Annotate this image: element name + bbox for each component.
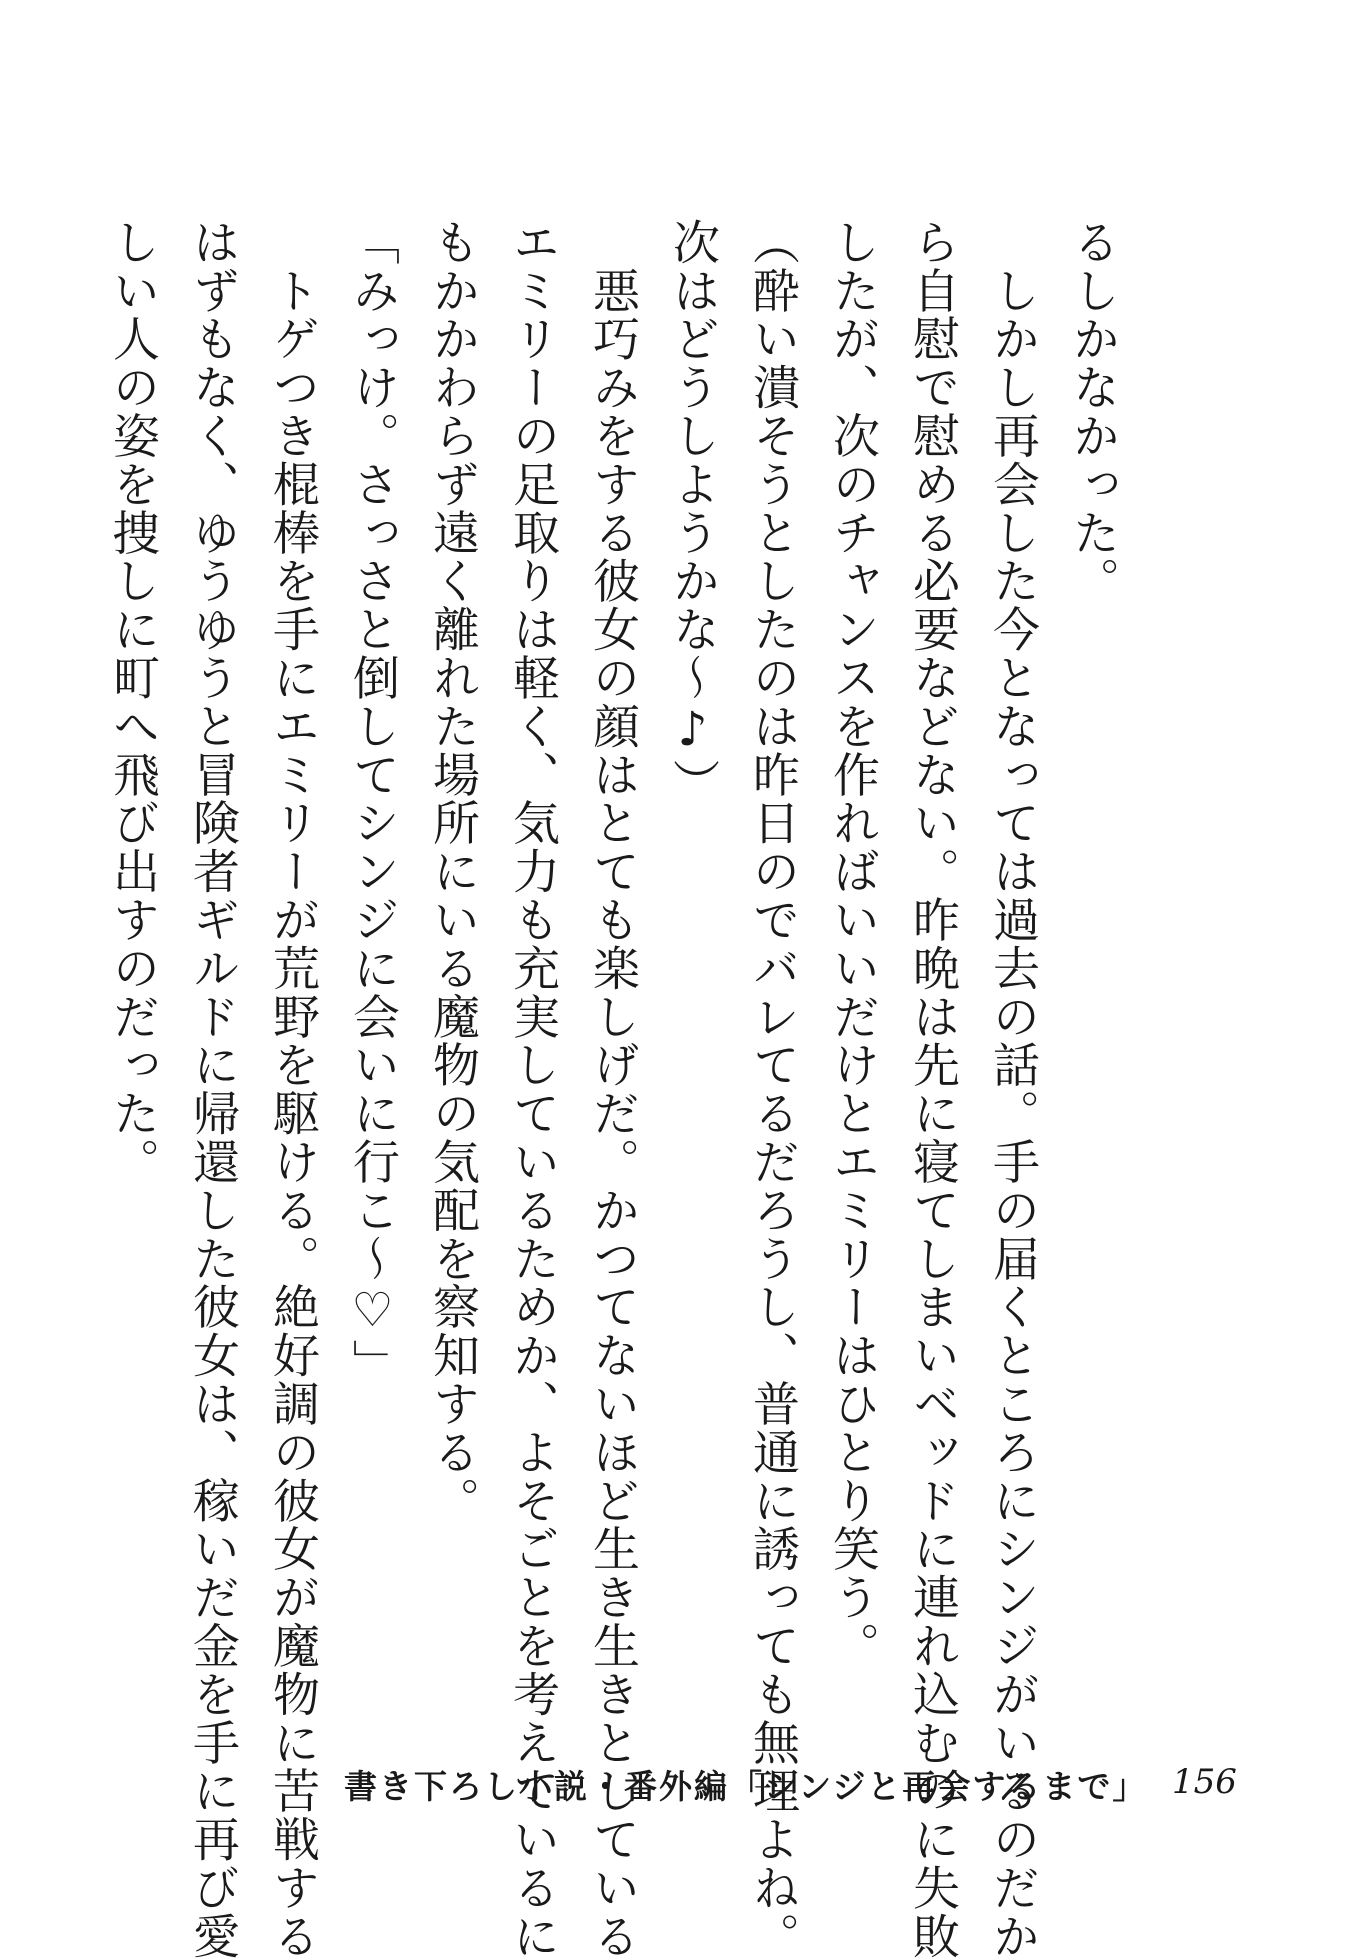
text-line: 悪巧みをする彼女の顔はとても楽しげだ。かつてないほど生き生きとしている [585,218,640,1960]
page-number: 156 [1172,1762,1237,1802]
text-line: 「みっけ。さっさと倒してシンジに会いに行こ〜♡」 [345,218,400,1388]
chapter-title: 書き下ろし小説・番外編「シンジと再会するまで」 [344,1767,1148,1806]
text-line: したが、次のチャンスを作ればいいだけとエミリーはひとり笑う。 [825,218,880,1670]
text-line: 次はどうしようかな〜♪） [665,218,720,807]
text-line: （酔い潰そうとしたのは昨日のでバレてるだろうし、普通に誘っても無理よね。 [745,218,800,1960]
running-footer [344,1752,1147,1808]
text-line: エミリーの足取りは軽く、気力も充実しているためか、よそごとを考えているに [505,218,560,1960]
text-line: るしかなかった。 [1065,218,1120,606]
text-line: はずもなく、ゆうゆうと冒険者ギルドに帰還した彼女は、稼いだ金を手に再び愛 [185,218,240,1960]
text-line: しい人の姿を捜しに町へ飛び出すのだった。 [105,218,160,1186]
text-line: もかかわらず遠く離れた場所にいる魔物の気配を察知する。 [425,218,480,1525]
text-line: しかし再会した今となっては過去の話。手の届くところにシンジがいるのだか [985,218,1040,1960]
text-line: ら自慰で慰める必要などない。昨晩は先に寝てしまいベッドに連れ込むのに失敗 [905,218,960,1960]
text-line: トゲつき棍棒を手にエミリーが荒野を駆ける。絶好調の彼女が魔物に苦戦する [265,218,320,1960]
